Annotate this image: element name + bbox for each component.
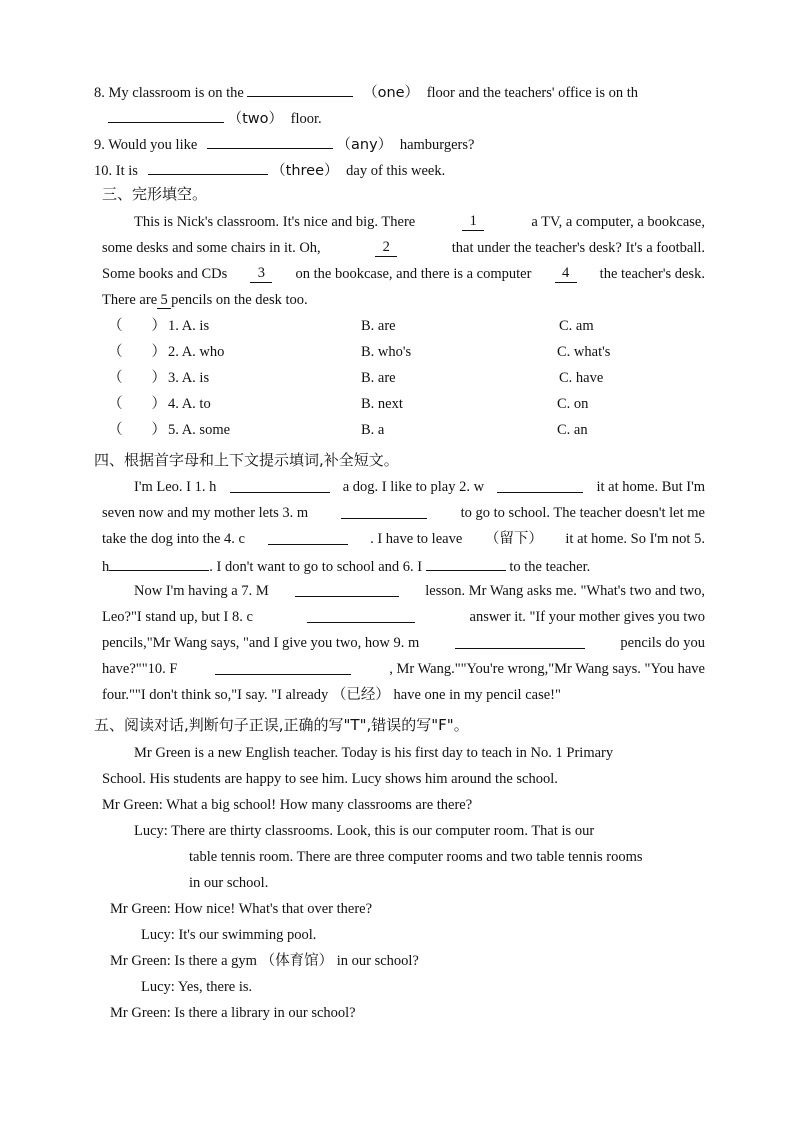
- s4-line-6: [102, 608, 705, 626]
- s5-dialogue-5: [110, 952, 419, 970]
- question-9: [94, 134, 474, 154]
- option-c: C. what's: [557, 344, 611, 360]
- s4-blank-10[interactable]: [215, 660, 351, 675]
- option-a: 5. A. some: [168, 422, 231, 438]
- section-4-heading: 四、根据首字母和上下文提示填词,补全短文。: [94, 451, 399, 469]
- option-a: 3. A. is: [168, 370, 210, 386]
- s4-l9a: four.""I don't think so,"I say. "I already: [102, 687, 329, 703]
- s4-l5b: lesson. Mr Wang asks me. "What's two and two,: [425, 583, 705, 599]
- q10-end: day of this week.: [346, 163, 446, 179]
- q8-hint-two: （two）: [227, 111, 284, 127]
- q8-blank-2[interactable]: [108, 108, 224, 123]
- option-c: C. on: [557, 396, 589, 412]
- s3-p1a: This is Nick's classroom. It's nice and big. There: [134, 214, 416, 230]
- s5-dialogue-7: Mr Green: Is there a library in our school?: [110, 1005, 356, 1021]
- s4-blank-3[interactable]: [341, 504, 427, 519]
- s3-passage-line-4: [102, 291, 308, 309]
- s4-blank-5[interactable]: [109, 556, 209, 571]
- s4-line-7: [102, 634, 705, 652]
- q9-blank[interactable]: [207, 134, 333, 149]
- answer-paren[interactable]: （ ）: [108, 370, 166, 386]
- s3-blank-2: 2: [375, 239, 397, 257]
- s4-l4c: to the teacher.: [509, 559, 591, 575]
- q9-end: hamburgers?: [399, 137, 475, 153]
- q8-hint-one: （one）: [363, 85, 420, 101]
- s3-passage-line-1: [134, 213, 705, 231]
- q9-text: 9. Would you like: [94, 137, 198, 153]
- s4-line-1: [134, 478, 705, 496]
- option-b: B. are: [361, 370, 396, 386]
- s4-l3c: it at home. So I'm not 5.: [565, 531, 705, 547]
- s5-dialogue-1: Mr Green: What a big school! How many classrooms are there?: [102, 797, 473, 813]
- s3-passage-line-3: [102, 265, 705, 283]
- s4-blank-4[interactable]: [268, 530, 348, 545]
- s4-line-5: [134, 582, 705, 600]
- q8-end-text: floor.: [290, 111, 322, 127]
- question-8-line-1: [94, 82, 638, 102]
- q9-hint: （any）: [336, 137, 393, 153]
- q8-mid-text: floor and the teachers' office is on th: [426, 85, 638, 101]
- s3-p3b: on the bookcase, and there is a computer: [295, 266, 532, 282]
- option-c: C. am: [559, 318, 594, 334]
- s4-l2a: seven now and my mother lets 3. m: [102, 505, 309, 521]
- option-c: C. have: [559, 370, 604, 386]
- s5-dialogue-2a: Lucy: There are thirty classrooms. Look, this is our computer room. That is our: [134, 823, 595, 839]
- s4-blank-6[interactable]: [426, 556, 506, 571]
- s4-l7a: pencils,"Mr Wang says, "and I give you two, how 9. m: [102, 635, 420, 651]
- option-a: 2. A. who: [168, 344, 225, 360]
- option-c: C. an: [557, 422, 588, 438]
- s4-l7b: pencils do you: [620, 635, 705, 651]
- s4-l6a: Leo?"I stand up, but I 8. c: [102, 609, 253, 625]
- s5-dialogue-6: Lucy: Yes, there is.: [141, 979, 253, 995]
- q8-number: 8.: [94, 85, 105, 101]
- option-a: 1. A. is: [168, 318, 210, 334]
- s5-d5-hint: （体育馆）: [260, 953, 334, 969]
- s4-blank-8[interactable]: [307, 608, 415, 623]
- s5-d2b-text: table tennis room. There are three computer rooms and two table tennis rooms: [189, 849, 643, 865]
- s4-l9b: have one in my pencil case!": [393, 687, 561, 703]
- s4-l5a: Now I'm having a 7. M: [134, 583, 269, 599]
- s5-dialogue-4: Lucy: It's our swimming pool.: [141, 927, 317, 943]
- s3-p2b: that under the teacher's desk? It's a football.: [451, 240, 705, 256]
- s4-l1a: I'm Leo. I 1. h: [134, 479, 217, 495]
- s4-line-2: [102, 504, 705, 522]
- s4-l9-hint: （已经）: [331, 687, 390, 703]
- s4-blank-2[interactable]: [497, 478, 583, 493]
- answer-paren[interactable]: （ ）: [108, 318, 166, 334]
- s4-line-8: [102, 660, 705, 678]
- s3-p4a: There are: [102, 292, 158, 308]
- s4-blank-7[interactable]: [295, 582, 399, 597]
- s4-l3a: take the dog into the 4. c: [102, 531, 245, 547]
- s3-blank-3: 3: [250, 265, 272, 283]
- section-5-heading: 五、阅读对话,判断句子正误,正确的写"T",错误的写"F"。: [94, 716, 469, 734]
- option-b: B. who's: [361, 344, 412, 360]
- answer-paren[interactable]: （ ）: [108, 344, 166, 360]
- option-b: B. next: [361, 396, 403, 412]
- s4-l8b: , Mr Wang.""You're wrong,"Mr Wang says. "You have: [389, 661, 705, 677]
- s4-l4b: . I don't want to go to school and 6. I: [209, 559, 423, 575]
- question-8-line-2: [108, 108, 322, 128]
- s5-dialogue-2b: [189, 848, 689, 866]
- q10-text: 10. It is: [94, 163, 138, 179]
- s4-blank-9[interactable]: [455, 634, 585, 649]
- section-3-heading: 三、完形填空。: [102, 185, 208, 203]
- answer-paren[interactable]: （ ）: [108, 422, 166, 438]
- s5-dialogue-2c: in our school.: [189, 875, 269, 891]
- s3-blank-5: 5: [157, 292, 171, 309]
- s3-p4b: pencils on the desk too.: [171, 292, 308, 308]
- s5-d5b: in our school?: [336, 953, 419, 969]
- q10-hint: （three）: [271, 163, 339, 179]
- question-10: [94, 160, 445, 180]
- s5-d5a: Mr Green: Is there a gym: [110, 953, 257, 969]
- option-b: B. are: [361, 318, 396, 334]
- answer-paren[interactable]: （ ）: [108, 396, 166, 412]
- option-b: B. a: [361, 422, 385, 438]
- s3-p3c: the teacher's desk.: [599, 266, 705, 282]
- s4-line-4: [102, 556, 590, 576]
- s4-l1c: it at home. But I'm: [596, 479, 705, 495]
- s3-blank-1: 1: [462, 213, 484, 231]
- s4-l8a: have?""10. F: [102, 661, 178, 677]
- s5-dialogue-3: Mr Green: How nice! What's that over there?: [110, 901, 373, 917]
- s4-l4a: h: [102, 559, 110, 575]
- q8-blank-1[interactable]: [247, 82, 353, 97]
- s3-p1b: a TV, a computer, a bookcase,: [531, 214, 705, 230]
- s4-blank-1[interactable]: [230, 478, 330, 493]
- s4-l2b: to go to school. The teacher doesn't let me: [460, 505, 705, 521]
- s3-blank-4: 4: [555, 265, 577, 283]
- s4-l6b: answer it. "If your mother gives you two: [469, 609, 705, 625]
- option-a: 4. A. to: [168, 396, 211, 412]
- q10-blank[interactable]: [148, 160, 268, 175]
- s4-l3-hint: （留下）: [484, 531, 543, 547]
- s3-passage-line-2: [102, 239, 705, 257]
- s4-line-9: [102, 686, 561, 704]
- s3-p2a: some desks and some chairs in it. Oh,: [102, 240, 321, 256]
- s4-line-3: [102, 530, 705, 548]
- s5-intro-2: School. His students are happy to see him. Lucy shows him around the school.: [102, 771, 558, 787]
- s4-l3b: . I have to leave: [370, 531, 463, 547]
- s3-p3a: Some books and CDs: [102, 266, 228, 282]
- s5-intro-1: Mr Green is a new English teacher. Today is his first day to teach in No. 1 Primary: [134, 745, 614, 761]
- q8-text: My classroom is on the: [108, 85, 244, 101]
- s4-l1b: a dog. I like to play 2. w: [342, 479, 485, 495]
